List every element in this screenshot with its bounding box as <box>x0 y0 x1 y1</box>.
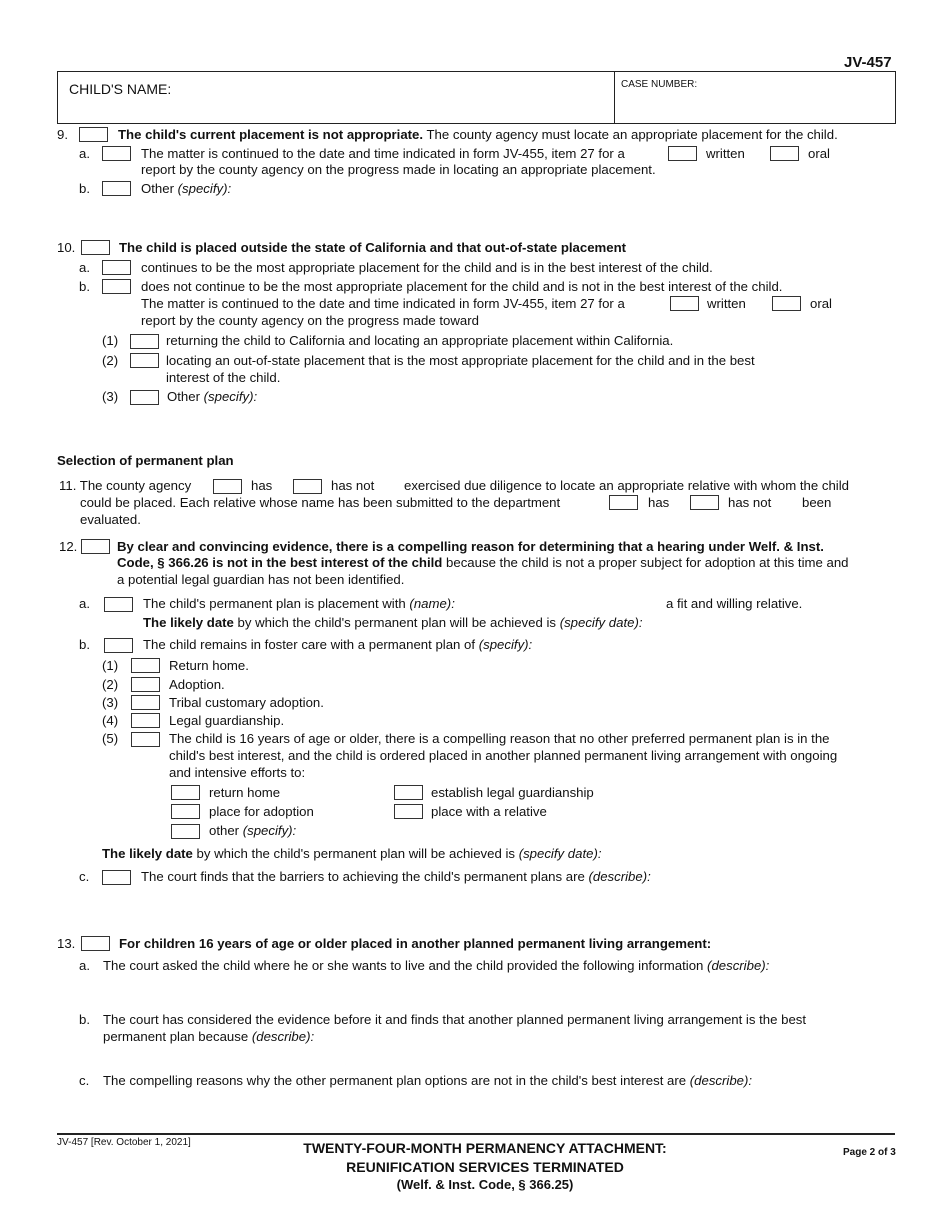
effort-other-specify: (specify): <box>242 823 297 838</box>
item12-b-line <box>143 637 532 652</box>
item9-checkbox[interactable] <box>79 127 108 142</box>
item10-num: 10. <box>57 240 76 255</box>
item12-num: 12. <box>59 539 78 554</box>
item12-opt5-num: (5) <box>102 731 119 746</box>
effort-other-line <box>209 823 296 838</box>
item12-b-letter: b. <box>79 637 90 652</box>
item12-b-specify: (specify): <box>478 637 533 652</box>
item12-a-text: The child's permanent plan is placement with <box>143 596 406 611</box>
item10-s2-checkbox[interactable] <box>130 353 159 368</box>
item12-c-line <box>141 869 651 884</box>
item10-s3-specify: (specify): <box>203 389 258 404</box>
item9-text: The county agency must locate an appropriate placement for the child. <box>426 127 838 142</box>
item10-s2-text2: interest of the child. <box>166 370 281 385</box>
item12-c-describe: (describe): <box>588 869 651 884</box>
item13-b-describe: (describe): <box>251 1029 315 1044</box>
item13-b-line2 <box>103 1029 314 1044</box>
item10-s3-line <box>167 389 257 404</box>
item13-a-text: The court asked the child where he or she wants to live and the child provided the following information <box>103 958 708 973</box>
item10-s3-other: Other <box>167 389 200 404</box>
item11-has-checkbox[interactable] <box>213 479 242 494</box>
item13-num: 13. <box>57 936 76 951</box>
item12-likely2-text: by which the child's permanent plan will be achieved is <box>192 846 519 861</box>
item10-oral-label: oral <box>810 296 832 311</box>
item12-opt3: Tribal customary adoption. <box>169 695 324 710</box>
item12-likely-text: by which the child's permanent plan will be achieved is <box>233 615 560 630</box>
footer-title1: TWENTY-FOUR-MONTH PERMANENCY ATTACHMENT: <box>303 1140 667 1156</box>
item12-specify-date2: (specify date): <box>518 846 602 861</box>
item12-opt2-checkbox[interactable] <box>131 677 160 692</box>
item9-oral-checkbox[interactable] <box>770 146 799 161</box>
item12-opt4: Legal guardianship. <box>169 713 285 728</box>
item13-a-letter: a. <box>79 958 90 973</box>
item10-checkbox[interactable] <box>81 240 110 255</box>
item12-a-name: (name): <box>409 596 455 611</box>
item10-a-letter: a. <box>79 260 90 275</box>
item10-a-text: continues to be the most appropriate placement for the child and is in the best interest of the child. <box>141 260 713 275</box>
item12-likely2 <box>102 846 602 861</box>
effort-guardianship-checkbox[interactable] <box>394 785 423 800</box>
item12-opt3-checkbox[interactable] <box>131 695 160 710</box>
item13-c-line <box>103 1073 752 1088</box>
item10-b-text3: report by the county agency on the progress made toward <box>141 313 479 328</box>
item13-c-describe: (describe): <box>689 1073 753 1088</box>
item12-opt2-num: (2) <box>102 677 119 692</box>
item9-a-letter: a. <box>79 146 90 161</box>
item12-opt2: Adoption. <box>169 677 225 692</box>
item12-checkbox[interactable] <box>81 539 110 554</box>
item12-c-text: The court finds that the barriers to achieving the child's permanent plans are <box>141 869 589 884</box>
item13-c-text: The compelling reasons why the other permanent plan options are not in the child's best interest are <box>103 1073 690 1088</box>
item12-bold2: Code, § 366.26 is not in the best interest of the child <box>117 555 443 570</box>
item11-has-not-checkbox[interactable] <box>293 479 322 494</box>
item11-text2: could be placed. Each relative whose name has been submitted to the department <box>80 495 561 510</box>
item13-b-letter: b. <box>79 1012 90 1027</box>
item9-title: The child's current placement is not appropriate. <box>118 127 424 142</box>
item11-text3: evaluated. <box>80 512 141 527</box>
item10-s2-num: (2) <box>102 353 119 368</box>
item9-written-checkbox[interactable] <box>668 146 697 161</box>
item10-s1-checkbox[interactable] <box>130 334 159 349</box>
item12-opt5-l3: and intensive efforts to: <box>169 765 306 780</box>
item12-likely-bold: The likely date <box>143 615 234 630</box>
footer-rev: JV-457 [Rev. October 1, 2021] <box>57 1137 191 1148</box>
item12-opt1-checkbox[interactable] <box>131 658 160 673</box>
item10-s1-text: returning the child to California and locating an appropriate placement within California. <box>166 333 674 348</box>
item13-a-describe: (describe): <box>707 958 770 973</box>
item12-line2 <box>117 555 849 570</box>
item9-b-specify: (specify): <box>177 181 232 196</box>
item10-title: The child is placed outside the state of California and that out-of-state placement <box>119 240 627 255</box>
item9-a-text2: report by the county agency on the progress made in locating an appropriate placement. <box>141 162 656 177</box>
effort-relative-checkbox[interactable] <box>394 804 423 819</box>
item12-a-line <box>143 596 455 611</box>
childs-name-label: CHILD'S NAME: <box>69 81 172 97</box>
section-heading: Selection of permanent plan <box>57 453 234 468</box>
item13-title: For children 16 years of age or older placed in another planned permanent living arrangement: <box>119 936 712 951</box>
item12-opt3-num: (3) <box>102 695 119 710</box>
item12-a-likely <box>143 615 643 630</box>
item10-b-letter: b. <box>79 279 90 294</box>
header-divider <box>614 71 615 123</box>
item9-num: 9. <box>57 127 68 142</box>
item12-opt4-num: (4) <box>102 713 119 728</box>
item10-s3-num: (3) <box>102 389 119 404</box>
item10-b-text: does not continue to be the most appropriate placement for the child and is not in the best interest of the child. <box>141 279 783 294</box>
header-box <box>57 71 896 124</box>
item9-a-checkbox[interactable] <box>102 146 131 161</box>
item12-opt1-num: (1) <box>102 658 119 673</box>
item11-text1: exercised due diligence to locate an appropriate relative with whom the child <box>404 478 849 493</box>
item12-opt4-checkbox[interactable] <box>131 713 160 728</box>
item9-b-line <box>141 181 231 196</box>
item11-has-not-label: has not <box>331 478 375 493</box>
item12-text3: a potential legal guardian has not been identified. <box>117 572 405 587</box>
item12-a-checkbox[interactable] <box>104 597 133 612</box>
footer-rule <box>57 1133 895 1135</box>
effort-adoption-label: place for adoption <box>209 804 314 819</box>
item10-b-text2: The matter is continued to the date and time indicated in form JV-455, item 27 for a <box>141 296 625 311</box>
item12-b-text: The child remains in foster care with a permanent plan of <box>143 637 476 652</box>
item12-opt5-checkbox[interactable] <box>131 732 160 747</box>
item10-oral-checkbox[interactable] <box>772 296 801 311</box>
effort-return-checkbox[interactable] <box>171 785 200 800</box>
footer-title3: (Welf. & Inst. Code, § 366.25) <box>396 1177 574 1192</box>
item13-checkbox[interactable] <box>81 936 110 951</box>
item12-opt5-l1: The child is 16 years of age or older, there is a compelling reason that no other preferred permanent plan is in the <box>169 731 830 746</box>
item11-has-not2-checkbox[interactable] <box>690 495 719 510</box>
item12-opt1: Return home. <box>169 658 249 673</box>
item12-specify-date: (specify date): <box>559 615 643 630</box>
item12-c-letter: c. <box>79 869 90 884</box>
item10-s2-text: locating an out-of-state placement that is the most appropriate placement for the child and in the best <box>166 353 755 368</box>
case-number-label: CASE NUMBER: <box>621 79 698 90</box>
item9-b-other: Other <box>141 181 174 196</box>
item12-c-checkbox[interactable] <box>102 870 131 885</box>
item13-c-letter: c. <box>79 1073 90 1088</box>
item12-a-letter: a. <box>79 596 90 611</box>
item9-written-label: written <box>706 146 745 161</box>
item9-b-checkbox[interactable] <box>102 181 131 196</box>
item11-has-not2-label: has not <box>728 495 772 510</box>
item10-written-checkbox[interactable] <box>670 296 699 311</box>
item9-oral-label: oral <box>808 146 830 161</box>
item9-line <box>118 127 838 142</box>
form-id: JV-457 <box>844 54 892 71</box>
item9-b-letter: b. <box>79 181 90 196</box>
item11-been: been <box>802 495 832 510</box>
effort-other-checkbox[interactable] <box>171 824 200 839</box>
item10-s1-num: (1) <box>102 333 119 348</box>
effort-relative-label: place with a relative <box>431 804 547 819</box>
footer-title2: REUNIFICATION SERVICES TERMINATED <box>346 1159 624 1175</box>
item11-has2-label: has <box>648 495 670 510</box>
item13-a-line <box>103 958 769 973</box>
item10-written-label: written <box>707 296 746 311</box>
effort-guardianship-label: establish legal guardianship <box>431 785 594 800</box>
item10-b-checkbox[interactable] <box>102 279 131 294</box>
item12-likely2-bold: The likely date <box>102 846 193 861</box>
effort-return-label: return home <box>209 785 281 800</box>
item12-bold1: By clear and convincing evidence, there is a compelling reason for determining that a hearing under Welf. & Inst. <box>117 539 824 554</box>
item12-b-checkbox[interactable] <box>104 638 133 653</box>
item11-has2-checkbox[interactable] <box>609 495 638 510</box>
item10-a-checkbox[interactable] <box>102 260 131 275</box>
item12-a-tail: a fit and willing relative. <box>666 596 803 611</box>
item9-a-text: The matter is continued to the date and time indicated in form JV-455, item 27 for a <box>141 146 625 161</box>
item12-text2: because the child is not a proper subject for adoption at this time and <box>442 555 849 570</box>
item10-s3-checkbox[interactable] <box>130 390 159 405</box>
effort-adoption-checkbox[interactable] <box>171 804 200 819</box>
item13-b-text2: permanent plan because <box>103 1029 252 1044</box>
item11-lead: 11. The county agency <box>59 478 192 493</box>
page-number: Page 2 of 3 <box>843 1147 896 1158</box>
effort-other-label: other <box>209 823 240 838</box>
item12-opt5-l2: child's best interest, and the child is ordered placed in another planned permanent living arrangement with ongoing <box>169 748 838 763</box>
item11-has-label: has <box>251 478 273 493</box>
item13-b-text: The court has considered the evidence before it and finds that another planned permanent living arrangement is the best <box>103 1012 807 1027</box>
